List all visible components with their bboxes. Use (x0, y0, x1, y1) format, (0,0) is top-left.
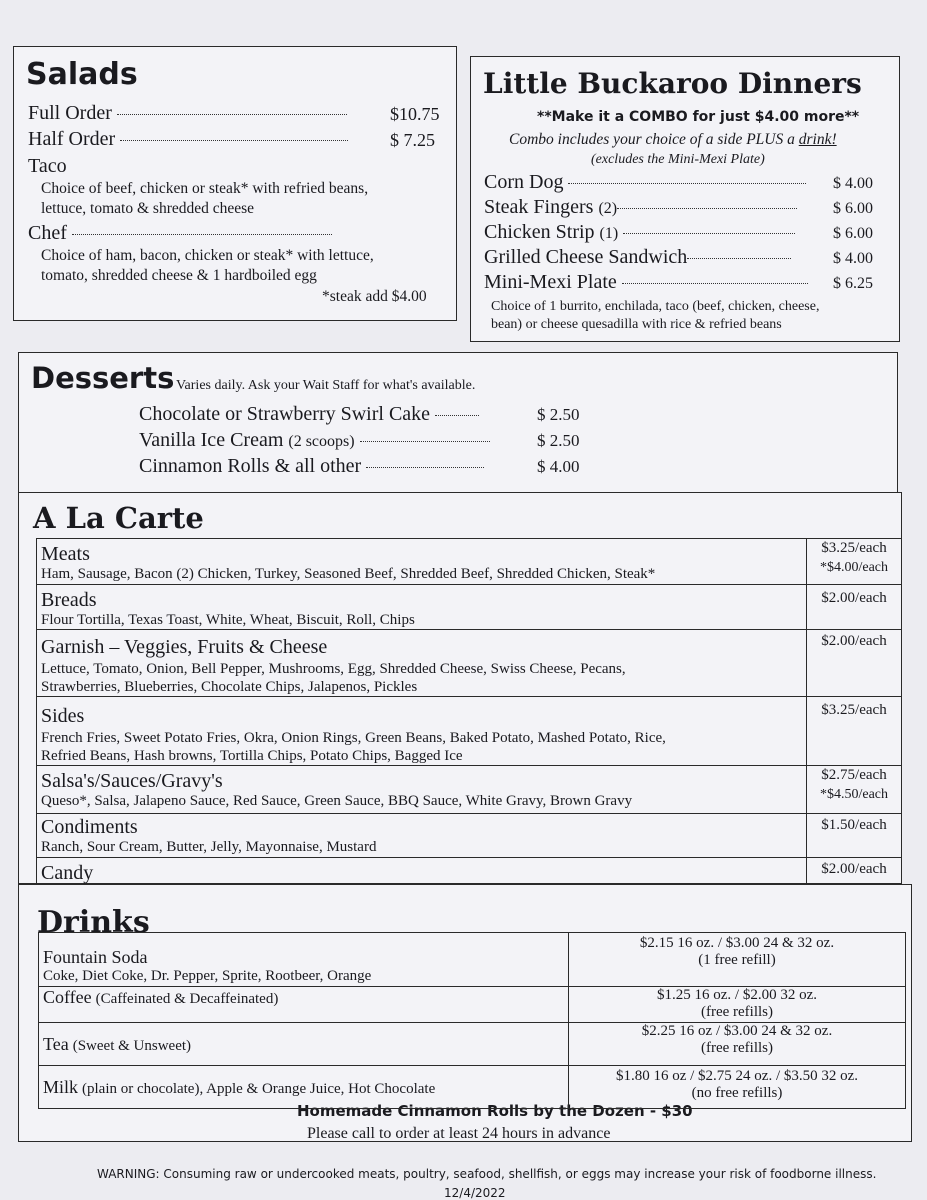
alacarte-category: Meats (41, 543, 90, 565)
salad-taco-desc-2: lettuce, tomato & shredded cheese (41, 200, 255, 217)
alacarte-items: Lettuce, Tomato, Onion, Bell Pepper, Mushrooms, Egg, Shredded Cheese, Swiss Cheese, Pecans, (41, 661, 626, 677)
drinks-table (38, 932, 906, 1109)
buckaroo-item-steak-fingers (484, 196, 797, 219)
buckaroo-section (470, 56, 900, 342)
drink-name-cell (39, 987, 569, 1023)
table-row (37, 630, 902, 697)
drink-sub: (Sweet & Unsweet) (72, 1038, 192, 1054)
menu-date: 12/4/2022 (444, 1186, 506, 1200)
salad-chef (28, 222, 332, 245)
alacarte-price-cell (807, 814, 902, 858)
drink-refill: (free refills) (700, 1040, 774, 1056)
alacarte-item-cell (37, 630, 807, 697)
table-row (39, 933, 906, 987)
drink-refill: (1 free refill) (698, 952, 776, 968)
combo-desc-text: Combo includes your choice of a side PLUS a (509, 131, 799, 148)
call-line: Please call to order at least 24 hours in advance (307, 1125, 611, 1142)
drink-name-cell (39, 933, 569, 987)
buckaroo-item-name: Steak Fingers (484, 196, 594, 218)
buckaroo-item-name: Corn Dog (484, 171, 564, 193)
buckaroo-item-price: $ 4.00 (833, 250, 873, 267)
alacarte-category: Condiments (41, 816, 138, 838)
drink-name: Fountain Soda (43, 947, 148, 967)
drink-price: $1.80 16 oz / $2.75 24 oz. / $3.50 32 oz. (615, 1068, 859, 1084)
salad-half-order-price: $ 7.25 (390, 130, 435, 150)
salad-half-order-label: Half Order (28, 128, 116, 150)
salads-title: Salads (26, 57, 138, 92)
drink-price: $2.15 16 oz. / $3.00 24 & 32 oz. (639, 935, 835, 951)
dessert-item-cinnamon (139, 455, 484, 478)
alacarte-price: $3.25/each (821, 540, 887, 556)
buckaroo-item-qty: (2) (598, 200, 618, 217)
buckaroo-item-price: $ 6.00 (833, 200, 873, 217)
drink-price: $1.25 16 oz. / $2.00 32 oz. (657, 987, 817, 1003)
drink-price-cell (569, 987, 906, 1023)
buckaroo-item-price: $ 6.00 (833, 225, 873, 242)
table-row (37, 539, 902, 585)
salad-half-order (28, 128, 348, 151)
combo-desc (509, 131, 837, 149)
dessert-item-name: Vanilla Ice Cream (139, 429, 284, 451)
salad-chef-label: Chef (28, 222, 67, 244)
drink-name-cell (39, 1023, 569, 1066)
buckaroo-item-qty: (1) (599, 225, 619, 242)
salad-full-order (28, 102, 347, 125)
drink-refill: (free refills) (700, 1004, 774, 1020)
dessert-item-name: Chocolate or Strawberry Swirl Cake (139, 403, 431, 425)
alacarte-items: Queso*, Salsa, Jalapeno Sauce, Red Sauce, Green Sauce, BBQ Sauce, White Gravy, Brown Gravy (41, 793, 633, 809)
table-row (39, 1023, 906, 1066)
combo-line: **Make it a COMBO for just $4.00 more** (537, 109, 860, 125)
alacarte-items: Flour Tortilla, Texas Toast, White, Wheat, Biscuit, Roll, Chips (41, 612, 415, 628)
alacarte-title: A La Carte (33, 501, 204, 535)
alacarte-price: $2.00/each (821, 861, 887, 877)
table-row (39, 1066, 906, 1109)
buckaroo-title: Little Buckaroo Dinners (483, 67, 862, 100)
steak-note: *steak add $4.00 (322, 288, 427, 305)
drink-name: Tea (43, 1034, 69, 1054)
buckaroo-item-name: Grilled Cheese Sandwich (484, 246, 688, 268)
leader-dots (120, 140, 348, 141)
drink-desc: Coke, Diet Coke, Dr. Pepper, Sprite, Rootbeer, Orange (43, 968, 372, 984)
alacarte-category: Sides (41, 705, 85, 727)
alacarte-price-cell (807, 630, 902, 697)
salad-chef-desc-2: tomato, shredded cheese & 1 hardboiled egg (41, 267, 317, 284)
leader-dots (360, 441, 490, 442)
dessert-item-ice-cream (139, 429, 490, 452)
table-row (39, 987, 906, 1023)
alacarte-items: Ranch, Sour Cream, Butter, Jelly, Mayonnaise, Mustard (41, 839, 377, 855)
combo-desc-drink: drink! (798, 131, 837, 148)
alacarte-price: $2.00/each (821, 590, 887, 606)
alacarte-category: Salsa's/Sauces/Gravy's (41, 770, 223, 792)
drinks-title: Drinks (37, 905, 150, 940)
table-row (37, 814, 902, 858)
salad-taco-label: Taco (28, 155, 67, 177)
alacarte-item-cell (37, 585, 807, 630)
alacarte-price-cell (807, 697, 902, 766)
alacarte-price: $3.25/each (821, 702, 887, 718)
dessert-item-cake (139, 403, 479, 426)
drink-price: $2.25 16 oz / $3.00 24 & 32 oz. (641, 1023, 833, 1039)
alacarte-price-cell (807, 585, 902, 630)
buckaroo-item-name: Mini-Mexi Plate (484, 271, 617, 293)
combo-excludes: (excludes the Mini-Mexi Plate) (591, 152, 765, 167)
salad-full-order-label: Full Order (28, 102, 112, 124)
salad-chef-desc-1: Choice of ham, bacon, chicken or steak* with lettuce, (41, 247, 374, 264)
leader-dots (435, 415, 479, 416)
buckaroo-item-name: Chicken Strip (484, 221, 595, 243)
leader-dots (568, 183, 806, 184)
alacarte-price-alt: *$4.00/each (819, 560, 889, 575)
table-row (37, 585, 902, 630)
desserts-title: Desserts (31, 361, 175, 395)
alacarte-price-cell (807, 539, 902, 585)
buckaroo-item-chicken-strip (484, 221, 795, 244)
salads-section (13, 46, 457, 321)
leader-dots (623, 233, 795, 234)
buckaroo-item-corn-dog (484, 171, 806, 194)
dessert-item-name: Cinnamon Rolls & all other (139, 455, 362, 477)
buckaroo-item-price: $ 6.25 (833, 275, 873, 292)
alacarte-items-cont: Refried Beans, Hash browns, Tortilla Chips, Potato Chips, Bagged Ice (41, 748, 463, 764)
drink-sub: (plain or chocolate), Apple & Orange Juice, Hot Chocolate (82, 1081, 436, 1097)
leader-dots (366, 467, 484, 468)
alacarte-item-cell (37, 697, 807, 766)
foodborne-warning: WARNING: Consuming raw or undercooked meats, poultry, seafood, shellfish, or eggs may increase your risk of foodborne illness. (97, 1167, 877, 1181)
desserts-section (18, 352, 898, 492)
desserts-note: Varies daily. Ask your Wait Staff for what's available. (176, 378, 476, 393)
alacarte-price: $2.00/each (821, 633, 887, 649)
drink-sub: (Caffeinated & Decaffeinated) (95, 991, 279, 1007)
alacarte-items: Ham, Sausage, Bacon (2) Chicken, Turkey, Seasoned Beef, Shredded Beef, Shredded Chicken, Steak* (41, 566, 656, 582)
dozen-line: Homemade Cinnamon Rolls by the Dozen - $30 (297, 1102, 693, 1120)
alacarte-category: Garnish – Veggies, Fruits & Cheese (41, 636, 328, 658)
salad-full-order-price: $10.75 (390, 104, 440, 124)
buckaroo-item-grilled-cheese (484, 246, 791, 269)
leader-dots (117, 114, 347, 115)
alacarte-item-cell (37, 814, 807, 858)
buckaroo-item-mini-mexi (484, 271, 808, 294)
drink-name-cell (39, 1066, 569, 1109)
alacarte-item-cell (37, 539, 807, 585)
leader-dots (72, 234, 332, 235)
table-row (37, 697, 902, 766)
leader-dots (622, 283, 808, 284)
drink-price-cell (569, 1023, 906, 1066)
alacarte-item-cell (37, 766, 807, 814)
alacarte-category: Breads (41, 589, 97, 611)
alacarte-table (36, 538, 902, 890)
dessert-item-qty: (2 scoops) (288, 433, 355, 450)
alacarte-price-alt: *$4.50/each (819, 787, 889, 802)
drink-name: Milk (43, 1077, 79, 1097)
salad-taco-desc-1: Choice of beef, chicken or steak* with refried beans, (41, 180, 369, 197)
drink-price-cell (569, 1066, 906, 1109)
alacarte-price: $2.75/each (821, 767, 887, 783)
alacarte-items: French Fries, Sweet Potato Fries, Okra, Onion Rings, Green Beans, Baked Potato, Mashed Potato, Rice, (41, 730, 666, 746)
drink-price-cell (569, 933, 906, 987)
alacarte-items-cont: Strawberries, Blueberries, Chocolate Chips, Jalapenos, Pickles (41, 679, 418, 695)
mexi-desc-1: Choice of 1 burrito, enchilada, taco (beef, chicken, cheese, (491, 299, 820, 314)
leader-dots (617, 208, 797, 209)
dessert-item-price: $ 2.50 (537, 431, 580, 450)
mexi-desc-2: bean) or cheese quesadilla with rice & refried beans (491, 317, 782, 332)
leader-dots (687, 258, 791, 259)
dessert-item-price: $ 2.50 (537, 405, 580, 424)
dessert-item-price: $ 4.00 (537, 457, 580, 476)
table-row (37, 766, 902, 814)
drink-refill: (no free refills) (691, 1085, 783, 1101)
alacarte-price-cell (807, 766, 902, 814)
alacarte-price: $1.50/each (821, 817, 887, 833)
alacarte-category: Candy (41, 862, 94, 884)
drink-name: Coffee (43, 987, 92, 1007)
buckaroo-item-price: $ 4.00 (833, 175, 873, 192)
